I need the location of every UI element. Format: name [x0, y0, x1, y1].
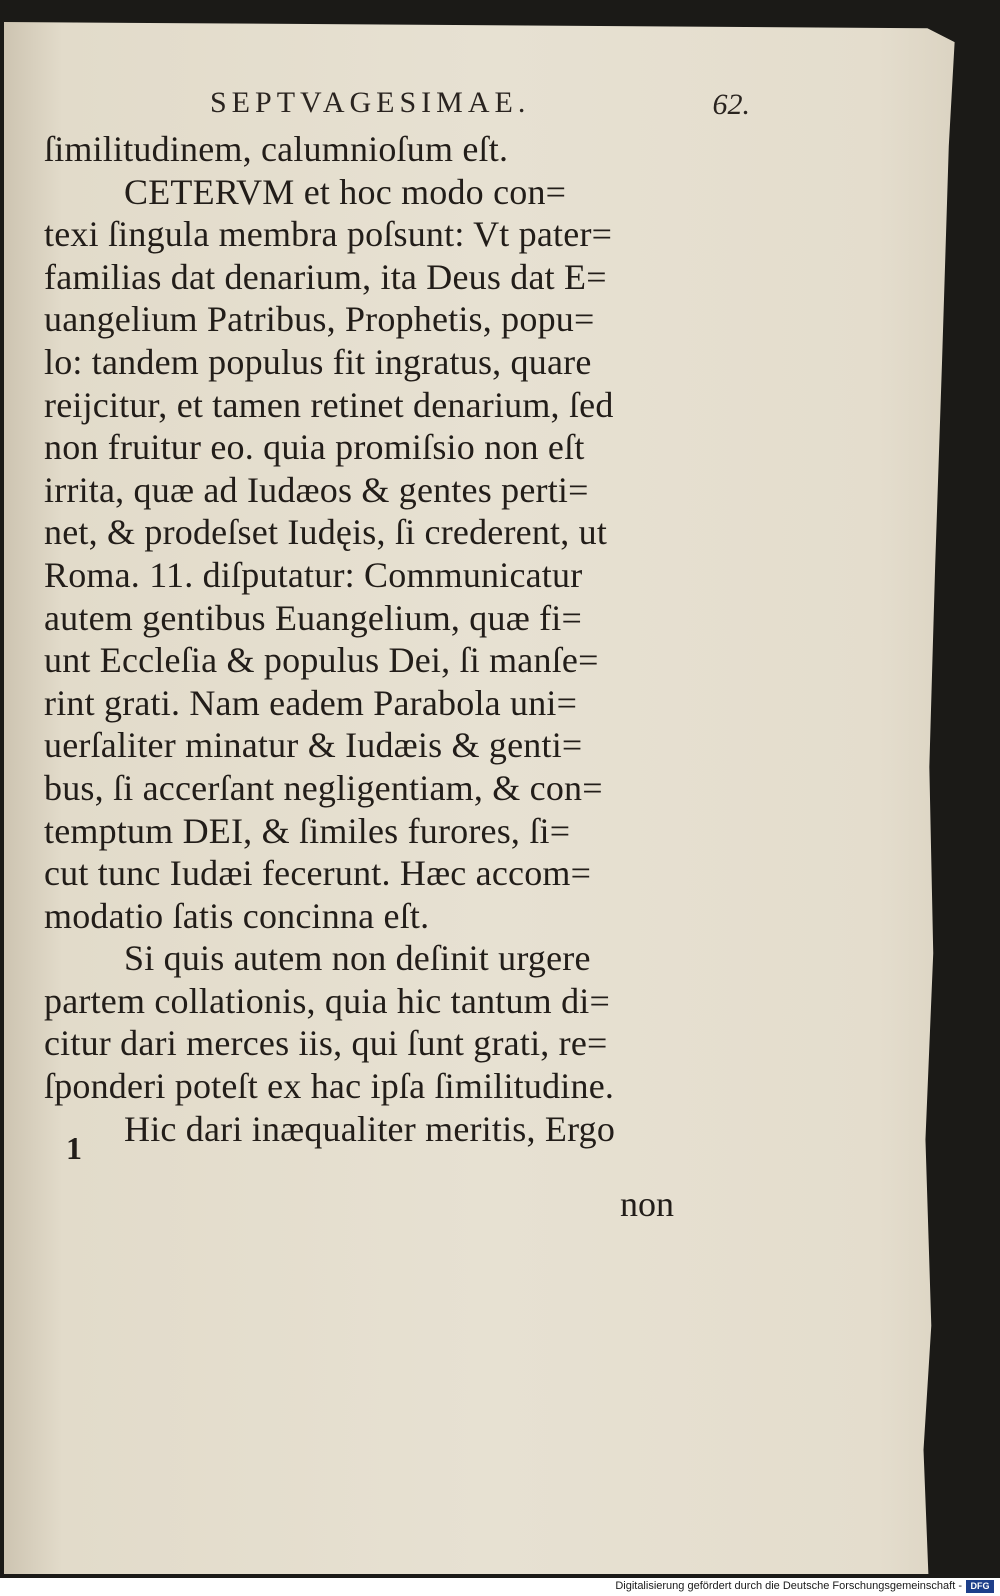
text-line: Si quis autem non deſinit urgere	[124, 938, 591, 979]
text-line: reijcitur, et tamen retinet denarium, ſed	[44, 384, 614, 425]
text-line: Hic dari inæqualiter meritis, Ergo	[124, 1108, 616, 1149]
text-line: modatio ſatis concinna eſt.	[44, 895, 430, 936]
text-line: uerſaliter minatur & Iudæis & genti=	[44, 725, 583, 766]
text-line: lo: tandem populus fit ingratus, quare	[44, 341, 592, 382]
text-line: non fruitur eo. quia promiſsio non eſt	[44, 427, 585, 468]
dfg-logo-icon: DFG	[966, 1580, 994, 1593]
text-line: cut tunc Iudæi fecerunt. Hæc accom=	[44, 853, 592, 894]
text-line: ſponderi poteſt ex hac ipſa ſimilitudine.	[44, 1066, 615, 1107]
text-line: citur dari merces iis, qui ſunt grati, re=	[44, 1023, 608, 1064]
text-line: partem collationis, quia hic tantum di=	[44, 980, 610, 1021]
text-line: rint grati. Nam eadem Parabola uni=	[44, 682, 578, 723]
page-number: 62.	[712, 88, 750, 121]
text-line: autem gentibus Euangelium, quæ fi=	[44, 597, 583, 638]
text-line: irrita, quæ ad Iudæos & gentes perti=	[44, 469, 589, 510]
running-title: SEPTVAGESIMAE.	[210, 86, 531, 119]
text-line: unt Eccleſia & populus Dei, ſi manſe=	[44, 640, 599, 681]
text-line: texi ſingula membra poſsunt: Vt pater=	[44, 214, 613, 255]
body-text	[44, 128, 744, 1150]
text-line: net, & prodeſset Iudęis, ſi crederent, ut	[44, 512, 608, 553]
digitization-footer	[0, 1578, 1000, 1596]
page-header	[210, 86, 770, 126]
text-line: bus, ſi accerſant negligentiam, & con=	[44, 767, 603, 808]
funding-credit: Digitalisierung gefördert durch die Deutsche Forschungsgemeinschaft -	[615, 1580, 962, 1592]
text-line: Roma. 11. diſputatur: Communicatur	[44, 554, 583, 595]
margin-numeral: 1	[66, 1130, 82, 1166]
text-line: familias dat denarium, ita Deus dat E=	[44, 256, 607, 297]
text-line: CETERVM et hoc modo con=	[124, 171, 567, 212]
text-line: temptum DEI, & ſimiles furores, ſi=	[44, 810, 571, 851]
text-line: ſimilitudinem, calumnioſum eſt.	[44, 129, 509, 169]
catchword: non	[620, 1184, 674, 1224]
text-line: uangelium Patribus, Prophetis, popu=	[44, 299, 595, 340]
